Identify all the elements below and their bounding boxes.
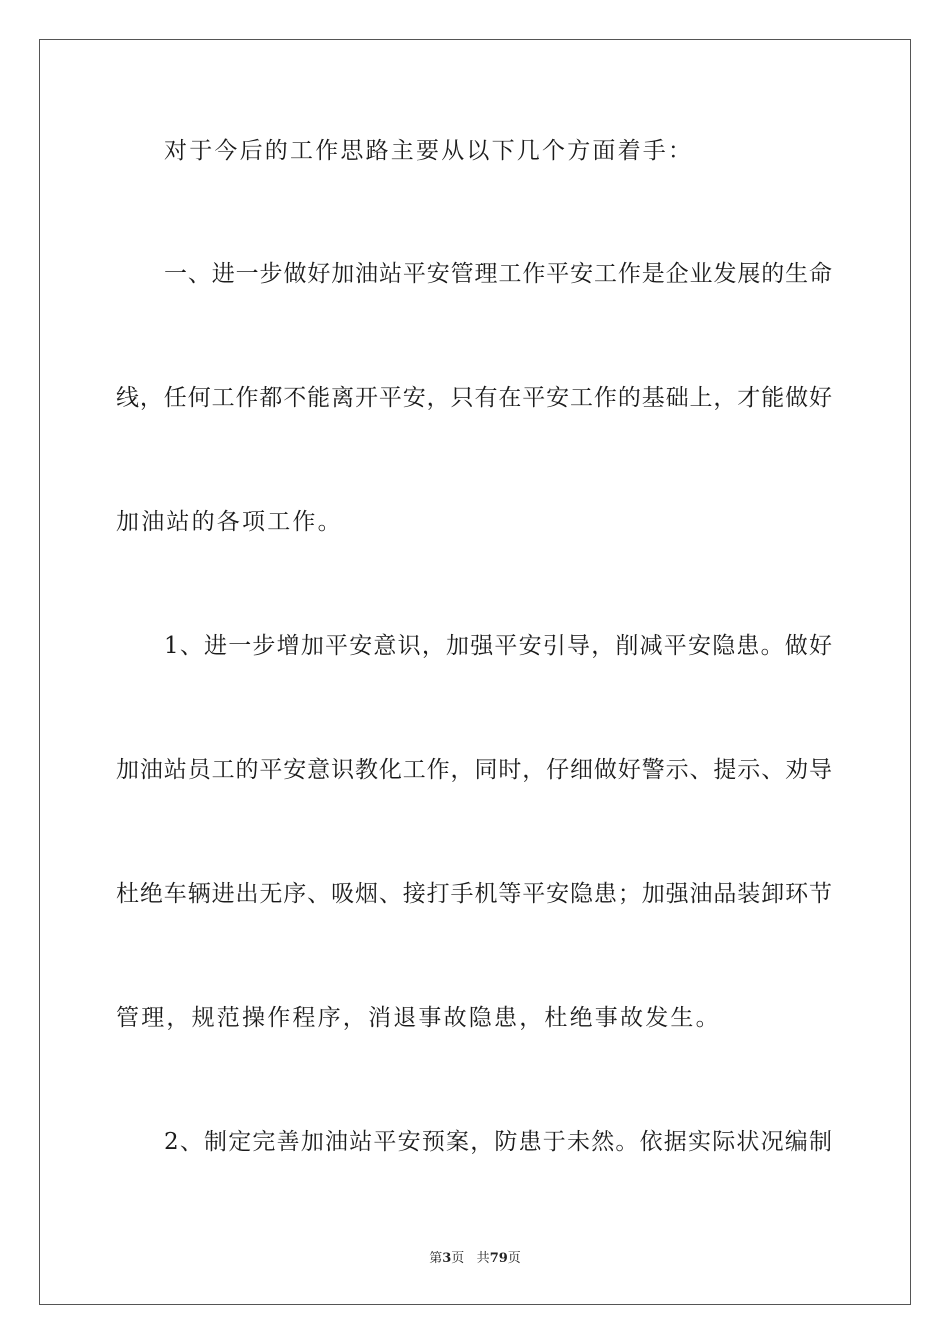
paragraph-line: 管理，规范操作程序，消退事故隐患，杜绝事故发生。 bbox=[116, 1005, 721, 1031]
paragraph-line: 一、进一步做好加油站平安管理工作平安工作是企业发展的生命 bbox=[164, 261, 832, 287]
footer-page-number: 3 bbox=[442, 1251, 452, 1266]
paragraph-line: 对于今后的工作思路主要从以下几个方面着手： bbox=[164, 138, 694, 164]
footer-total-suffix: 页 bbox=[507, 1251, 521, 1266]
paragraph-line: 加油站的各项工作。 bbox=[116, 509, 343, 535]
footer-total-prefix: 共 bbox=[476, 1251, 490, 1266]
page-footer bbox=[0, 1247, 950, 1266]
footer-page-suffix: 页 bbox=[451, 1251, 465, 1266]
page-frame bbox=[39, 39, 911, 1305]
paragraph-line: 1、进一步增加平安意识，加强平安引导，削减平安隐患。做好 bbox=[164, 633, 832, 659]
footer-page-prefix: 第 bbox=[429, 1251, 443, 1266]
footer-total-pages: 79 bbox=[489, 1251, 508, 1266]
paragraph-line: 杜绝车辆进出无序、吸烟、接打手机等平安隐患；加强油品装卸环节 bbox=[116, 881, 832, 907]
paragraph-line: 加油站员工的平安意识教化工作，同时，仔细做好警示、提示、劝导 bbox=[116, 757, 832, 783]
paragraph-line: 2、制定完善加油站平安预案，防患于未然。依据实际状况编制 bbox=[164, 1129, 832, 1155]
paragraph-line: 线，任何工作都不能离开平安，只有在平安工作的基础上，才能做好 bbox=[116, 385, 832, 411]
